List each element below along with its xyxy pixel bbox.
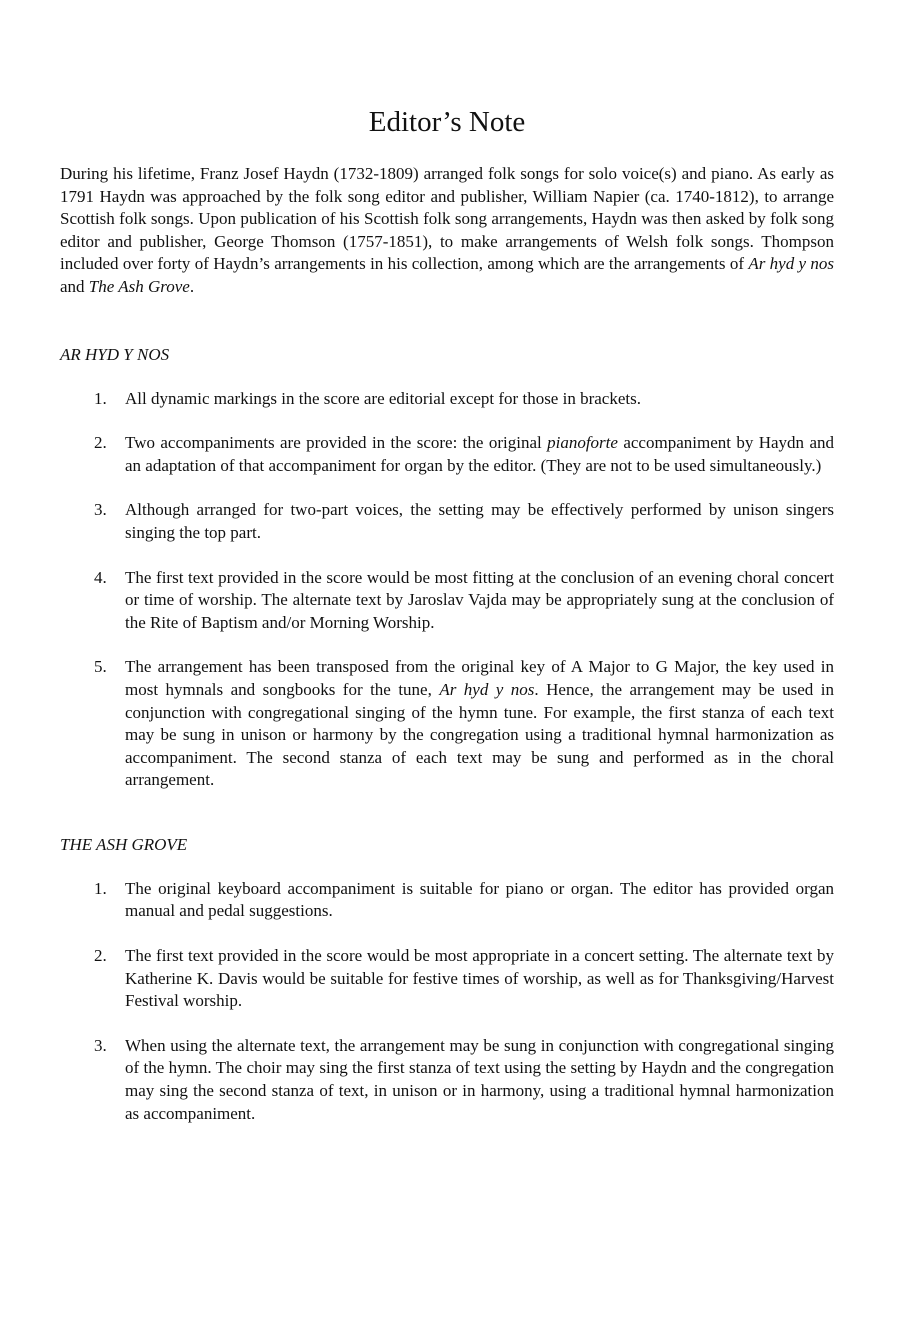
intro-text-3: . (189, 276, 195, 296)
page-title: Editor’s Note (368, 106, 526, 138)
item-number: 4. (94, 567, 107, 587)
item-text-post: . Hence, the arrangement may be used in conjunction with congregational singing of the hymn tune. For example, the first stanza of each text may be sung in unison or harmony by the congregation using a traditional hymnal harmonization as accompaniment. The second stanza of each text may be sung and performed as in the choral arrangement. (125, 679, 834, 790)
intro-text-2: and (60, 276, 89, 296)
item-number: 5. (94, 657, 107, 677)
section-list-ar-hyd-y-nos (60, 388, 834, 792)
item-text: The first text provided in the score would be most appropriate in a concert setting. The alternate text by Katherine K. Davis would be suitable for festive times of worship, as well as for Thanksgiving/Harvest Festival worship. (125, 946, 834, 1011)
item-number: 2. (94, 946, 107, 966)
list-item (60, 388, 834, 411)
section-list-ash-grove (60, 878, 834, 1125)
item-text: The first text provided in the score would be most fitting at the conclusion of an evening choral concert or time of worship. The alternate text by Jaroslav Vajda may be appropriately sung at the conclusion of the Rite of Baptism and/or Morning Worship. (125, 567, 834, 632)
list-item (60, 878, 834, 923)
item-number: 2. (94, 433, 107, 453)
item-text-post: accompaniment by Haydn and an adaptation of that accompaniment for organ by the editor. (They are not to be used simultaneously.) (125, 433, 834, 475)
item-number: 3. (94, 1035, 107, 1055)
list-item (60, 656, 834, 792)
list-item (60, 567, 834, 635)
list-item (60, 1035, 834, 1125)
item-text: Although arranged for two-part voices, the setting may be effectively performed by unison singers singing the top part. (125, 500, 834, 542)
list-item (60, 432, 834, 477)
item-text: When using the alternate text, the arrangement may be sung in conjunction with congregational singing of the hymn. The choir may sing the first stanza of text using the setting by Haydn and the congregation may sing the second stanza of text, in unison or in harmony, using a traditional hymnal harmonization as accompaniment. (125, 1035, 834, 1123)
item-number: 3. (94, 500, 107, 520)
item-text: The original keyboard accompaniment is suitable for piano or organ. The editor has provided organ manual and pedal suggestions. (125, 878, 834, 921)
item-text-pre: Two accompaniments are provided in the score: the original (125, 433, 548, 453)
item-text-pre: The arrangement has been transposed from the original key of A Major to G Major, the key used in most hymnals and songbooks for the tune, (125, 657, 834, 699)
item-text-italic: Ar hyd y nos (439, 679, 535, 699)
section-title-ash-grove: THE ASH GROVE (60, 834, 188, 854)
intro-text-1: During his lifetime, Franz Josef Haydn (1732-1809) arranged folk songs for solo voice(s) and piano. As early as 1791 Haydn was approached by the folk song editor and publisher, William Napier (ca. 1740-1812), to arrange Scottish folk songs. Upon publication of his Scottish folk song arrangements, Haydn was then asked by folk song editor and publisher, George Thomson (1757-1851), to make arrangements of Welsh folk songs. Thompson included over forty of Haydn’s arrangements in his collection, among which are the arrangements of (60, 164, 834, 274)
intro-title-ar-hyd-y-nos: Ar hyd y nos (748, 254, 834, 274)
intro-title-ash-grove: The Ash Grove (88, 276, 190, 296)
section-title-ar-hyd-y-nos: AR HYD Y NOS (60, 344, 170, 364)
item-number: 1. (94, 388, 107, 408)
item-number: 1. (94, 878, 107, 898)
item-text-italic: pianoforte (547, 433, 618, 453)
intro-paragraph (60, 163, 834, 299)
list-item (60, 945, 834, 1013)
item-text: All dynamic markings in the score are editorial except for those in brackets. (125, 388, 641, 408)
list-item (60, 499, 834, 544)
